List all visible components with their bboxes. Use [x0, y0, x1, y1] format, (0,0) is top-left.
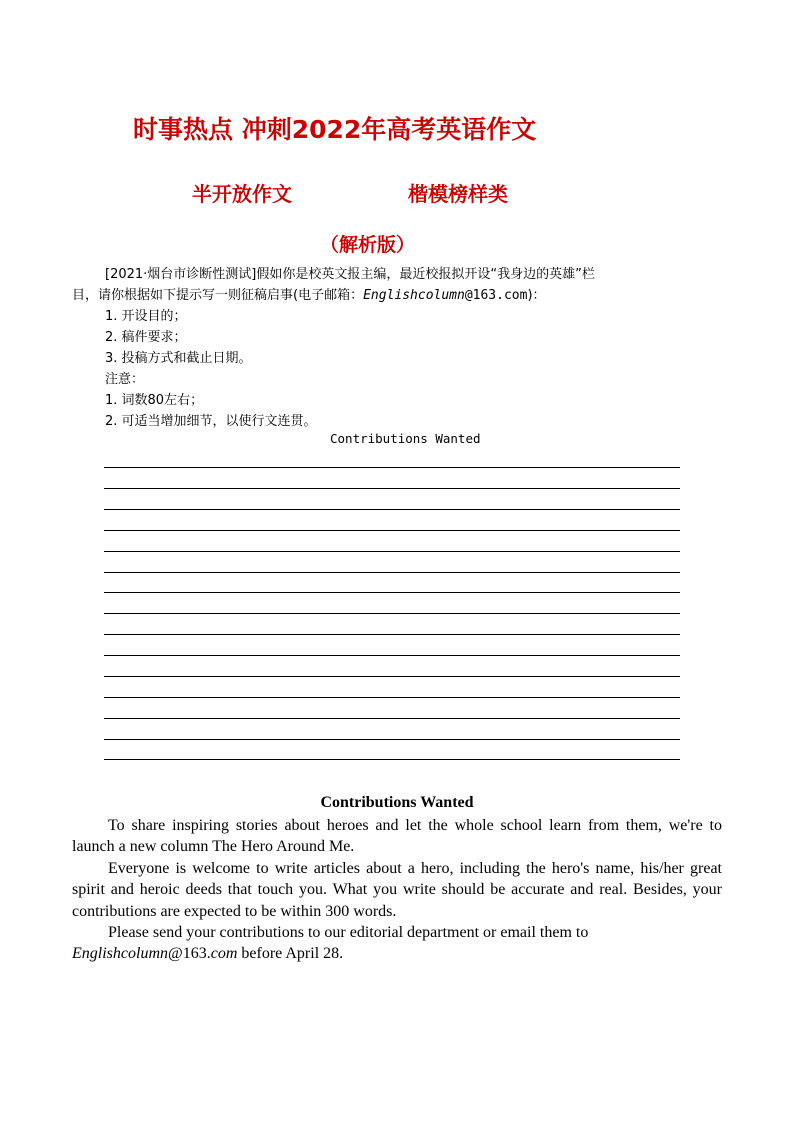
prompt-intro-line1: [2021·烟台市诊断性测试]假如你是校英文报主编，最近校报拟开设“我身边的英雄”栏 — [105, 267, 595, 282]
writing-line — [104, 592, 680, 593]
prompt-email-user: Englishcolumn — [363, 288, 465, 303]
prompt-intro-line2 — [72, 285, 724, 306]
writing-line — [104, 697, 680, 698]
prompt-point-3: 3. 投稿方式和截止日期。 — [105, 351, 252, 366]
writing-line — [104, 530, 680, 531]
writing-line — [104, 634, 680, 635]
essay-paragraph-1: To share inspiring stories about heroes and let the whole school learn from them, we're to launch a new column The Hero Around Me. — [72, 817, 722, 856]
edition-label: （解析版） — [320, 234, 416, 256]
page-title: 时事热点 冲刺2022年高考英语作文 — [133, 115, 537, 144]
writing-line — [104, 739, 680, 740]
essay-email-num: @163. — [168, 945, 211, 963]
essay-body — [72, 815, 722, 965]
essay-email-user: Englishcolumn — [72, 945, 168, 963]
note-2: 2. 可适当增加细节，以使行文连贯。 — [105, 414, 317, 429]
essay-paragraph-2: Everyone is welcome to write articles about a hero, including the hero's name, his/her great spirit and heroic deeds that touch you. What you write should be accurate and real. Besides, your contributions are expected to be within 300 words. — [72, 859, 722, 920]
writing-line — [104, 572, 680, 573]
essay-title: Contributions Wanted — [320, 794, 474, 811]
essay-paragraph-3-end — [72, 943, 722, 964]
writing-line — [104, 718, 680, 719]
writing-line — [104, 467, 680, 468]
form-title: Contributions Wanted — [330, 431, 481, 446]
writing-line — [104, 655, 680, 656]
writing-line — [104, 551, 680, 552]
prompt-point-2: 2. 稿件要求； — [105, 330, 187, 345]
writing-line — [104, 759, 680, 760]
notes-label: 注意： — [105, 372, 145, 387]
prompt-point-1: 1. 开设目的； — [105, 309, 187, 324]
writing-line — [104, 613, 680, 614]
writing-line — [104, 509, 680, 510]
prompt-intro-text: 目，请你根据如下提示写一则征稿启事(电子邮箱： — [72, 288, 364, 303]
subtitle-right: 楷模榜样类 — [408, 182, 508, 206]
essay-email-tld: com — [210, 945, 238, 963]
essay-paragraph-3: Please send your contributions to our editorial department or email them to — [108, 924, 589, 942]
prompt-intro-end: )： — [527, 288, 546, 303]
writing-line — [104, 488, 680, 489]
note-1: 1. 词数80左右； — [105, 393, 204, 408]
essay-deadline: before April 28. — [237, 945, 344, 963]
subtitle-left: 半开放作文 — [192, 182, 292, 206]
prompt-block — [72, 264, 724, 432]
prompt-email-domain: @163.com — [464, 288, 528, 303]
writing-line — [104, 676, 680, 677]
